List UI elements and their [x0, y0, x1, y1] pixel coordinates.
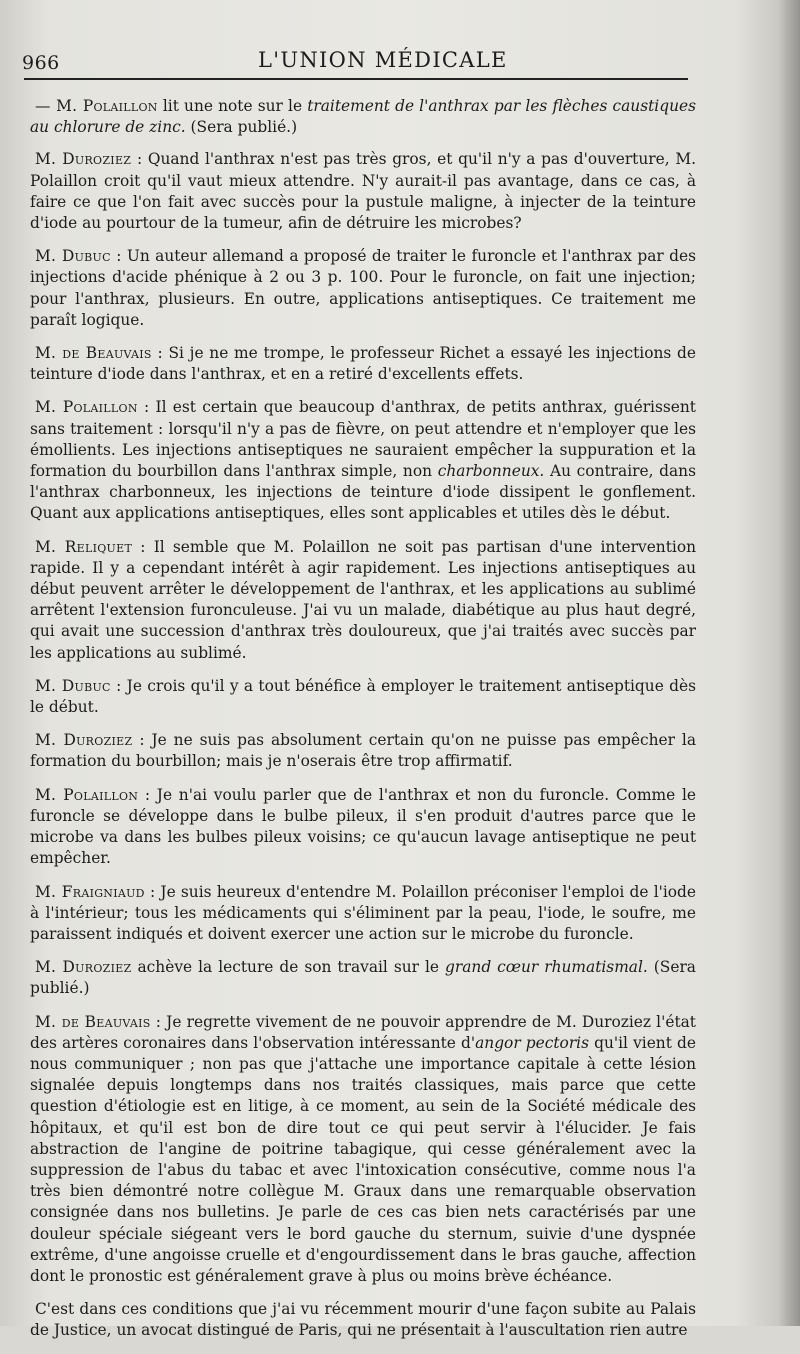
paragraph-text: : Il semble que M. Polaillon ne soit pas partisan d'une intervention rapide. Il y a cependant intérêt à agir rapidement. Les injections antiseptiques au début peuvent arrêter le développement de l'anthrax, et les applications au sublimé arrêtent l'extension furonculeuse. J'ai vu un malade, diabétique au plus haut degré, qui avait une succession d'anthrax très douloureux, que j'ai traités avec succès par les applications au sublimé. [30, 537, 696, 662]
paragraph-dubuc-2 [30, 676, 696, 718]
speaker-name: — M. Polaillon [35, 97, 158, 115]
speaker-name: M. de Beauvais [35, 344, 152, 363]
speaker-name: M. Fraigniaud [35, 882, 145, 901]
page-header [0, 48, 800, 88]
paragraph-dubuc-1 [30, 246, 696, 331]
paragraph-text: : Je crois qu'il y a tout bénéfice à employer le traitement antiseptique dès le début. [30, 676, 697, 717]
speaker-name: M. de Beauvais [35, 1012, 151, 1031]
speaker-name: M. Dubuc [35, 247, 111, 266]
paragraph-de-beauvais-2 [30, 1012, 696, 1288]
paragraph-text: achève la lecture de son travail sur le [131, 958, 446, 977]
paragraph-text: : Il est certain que beaucoup d'anthrax, de petits anthrax, guérissent sans traitement : lorsqu'il n'y a pas de fièvre, on peut attendre et n'employer que les émollients. Les injections antiseptiques ne sauraient empêcher la suppuration et la formation du bourbillon dans l'anthrax simple, non [30, 398, 696, 481]
speaker-name: M. Dubuc [35, 676, 111, 695]
speaker-name: M. Duroziez [35, 150, 132, 169]
paragraph-text: : Si je ne me trompe, le professeur Richet a essayé les injections de teinture d'iode dans l'anthrax, et en a retiré d'excellents effets. [30, 344, 697, 384]
paragraph-de-beauvais-1 [30, 343, 696, 385]
italic-term: angor pectoris [475, 1033, 589, 1052]
header-rule [24, 78, 688, 80]
work-title: grand cœur rhumatismal. [445, 958, 648, 977]
paragraph-fraigniaud [30, 882, 696, 946]
paragraph-text: C'est dans ces conditions que j'ai vu récemment mourir d'une façon subite au Palais de Justice, un avocat distingué de Paris, qui ne présentait à l'auscultation rien autre [30, 1300, 696, 1340]
paragraph-text: lit une note sur le [157, 97, 308, 115]
paragraph-duroziez-2 [30, 730, 696, 772]
body-text [30, 96, 696, 1354]
running-title: L'UNION MÉDICALE [258, 48, 508, 72]
page-number: 966 [22, 52, 60, 74]
italic-term: charbonneux. [437, 462, 545, 481]
paragraph-text: : Je regrette vivement de ne pouvoir apprendre de M. Duroziez l'état des artères coronaires dans l'observation intéressante d' [30, 1012, 696, 1052]
paragraph-text: : Je ne suis pas absolument certain qu'on ne puisse pas empêcher la formation du bourbillon; mais je n'oserais être trop affirmatif. [30, 731, 697, 771]
paragraph-text: : Je n'ai voulu parler que de l'anthrax et non du furoncle. Comme le furoncle se développe dans le bulbe pileux, il s'en produit d'autres parce que le microbe va dans les bulbes pileux voisins; ce qu'aucun lavage antiseptique ne peut empêcher. [30, 785, 696, 868]
paragraph-polaillon-3 [30, 785, 696, 870]
paragraph-reliquet [30, 537, 696, 664]
paragraph-duroziez-3 [30, 957, 696, 999]
page-edge-shadow [778, 0, 800, 1326]
paragraph-text: (Sera publié.) [30, 958, 696, 998]
paragraph-text: Au contraire, dans l'anthrax charbonneux, les injections de teinture d'iode dissipent le gonflement. Quant aux applications antiseptiques, elles sont applicables et utiles dès le début. [30, 462, 696, 523]
paragraph-polaillon-note [30, 96, 696, 138]
paragraph-polaillon-2 [30, 397, 696, 524]
speaker-name: M. Duroziez [35, 731, 133, 750]
paragraph-text: : Un auteur allemand a proposé de traiter le furoncle et l'anthrax par des injections d'acide phénique à 2 ou 3 p. 100. Pour le furoncle, on fait une injection; pour l'anthrax, plusieurs. En outre, applications antiseptiques. Ce traitement me paraît logique. [30, 247, 697, 329]
paragraph-text: : Je suis heureux d'entendre M. Polaillon préconiser l'emploi de l'iode à l'intérieur; tous les médicaments qui s'éliminent par la peau, l'iode, le soufre, me paraissent indiqués et doivent exercer une action sur le microbe du furoncle. [30, 882, 697, 943]
paragraph-text: qu'il vient de nous communiquer ; non pas que j'attache une importance capitale à cette lésion signalée depuis longtemps dans nos traités classiques, mais parce que cette question d'étiologie est en litige, à ce moment, au sein de la Société médicale des hôpitaux, et qu'il est bon de dire tout ce qui peut servir à l'élucider. Je fais abstraction de l'angine de poitrine tabagique, qui cesse généralement avec la suppression de l'abus du tabac et avec l'intoxication consécutive, comme nous l'a très bien démontré notre collègue M. Graux dans une remarquable observation consignée dans nos bulletins. Je parle de ces cas bien nets caractérisés par une douleur spéciale siégeant vers le bord gauche du sternum, suivie d'une dyspnée extrême, d'une angoisse cruelle et d'engourdissement dans le bras gauche, affection dont le pronostic est généralement grave à plus ou moins brève échéance. [30, 1033, 696, 1285]
paragraph-duroziez-1 [30, 149, 696, 234]
work-title: traitement de l'anthrax par les flèches caustiques au chlorure de zinc. [30, 97, 696, 137]
speaker-name: M. Polaillon [35, 785, 139, 804]
speaker-name: M. Polaillon [35, 398, 138, 417]
speaker-name: M. Duroziez [35, 958, 132, 977]
paragraph-text: : Quand l'anthrax n'est pas très gros, et qu'il n'y a pas d'ouverture, M. Polaillon croit qu'il vaut mieux attendre. N'y aurait-il pas avantage, dans ce cas, à faire ce que l'on fait avec succès pour la pustule maligne, à injecter de la teinture d'iode au pourtour de la tumeur, afin de détruire les microbes? [30, 150, 696, 233]
paragraph-continuation [30, 1299, 696, 1341]
speaker-name: M. Reliquet [35, 537, 133, 556]
paragraph-text: (Sera publié.) [185, 118, 298, 137]
